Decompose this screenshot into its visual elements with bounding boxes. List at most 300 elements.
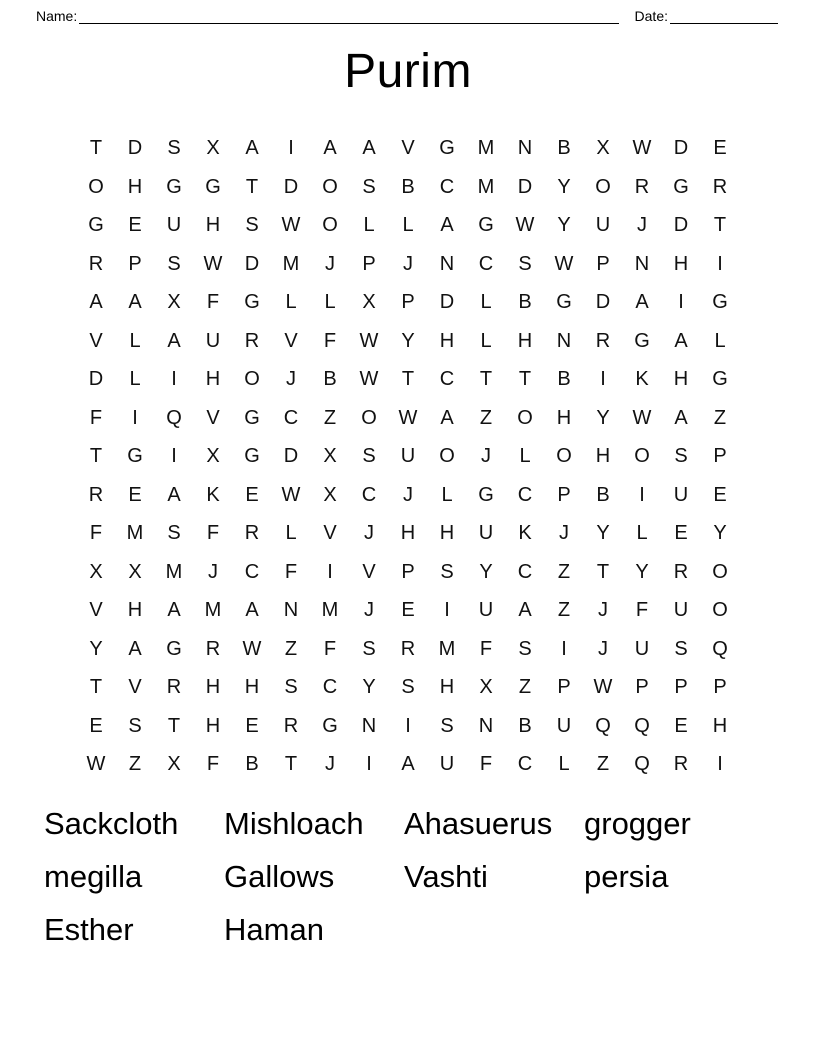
- grid-cell[interactable]: J: [286, 368, 296, 391]
- grid-cell[interactable]: F: [284, 560, 298, 583]
- grid-cell[interactable]: I: [132, 406, 138, 429]
- grid-cell[interactable]: H: [205, 676, 221, 699]
- grid-cell[interactable]: T: [518, 368, 532, 391]
- grid-cell[interactable]: A: [362, 137, 376, 160]
- name-write-line[interactable]: [79, 10, 618, 24]
- grid-cell[interactable]: J: [403, 483, 413, 506]
- grid-cell[interactable]: Y: [596, 406, 610, 429]
- grid-cell[interactable]: I: [561, 637, 567, 660]
- grid-cell[interactable]: V: [89, 599, 103, 622]
- grid-cell[interactable]: T: [245, 175, 259, 198]
- grid-cell[interactable]: A: [167, 329, 181, 352]
- grid-cell[interactable]: I: [171, 368, 177, 391]
- grid-cell[interactable]: Z: [557, 560, 571, 583]
- grid-cell[interactable]: O: [556, 445, 572, 468]
- grid-cell[interactable]: F: [206, 522, 220, 545]
- grid-cell[interactable]: T: [89, 676, 103, 699]
- grid-cell[interactable]: A: [167, 483, 181, 506]
- grid-cell[interactable]: H: [673, 252, 689, 275]
- grid-cell[interactable]: R: [88, 252, 104, 275]
- grid-cell[interactable]: O: [712, 560, 728, 583]
- grid-cell[interactable]: I: [678, 291, 684, 314]
- grid-cell[interactable]: I: [327, 560, 333, 583]
- grid-cell[interactable]: K: [206, 483, 220, 506]
- grid-cell[interactable]: I: [366, 753, 372, 776]
- grid-cell[interactable]: W: [554, 252, 574, 275]
- grid-cell[interactable]: E: [128, 483, 142, 506]
- grid-cell[interactable]: A: [674, 406, 688, 429]
- grid-cell[interactable]: S: [674, 637, 688, 660]
- grid-cell[interactable]: Y: [362, 676, 376, 699]
- grid-cell[interactable]: H: [712, 714, 728, 737]
- grid-cell[interactable]: A: [401, 753, 415, 776]
- grid-cell[interactable]: N: [283, 599, 299, 622]
- grid-cell[interactable]: V: [362, 560, 376, 583]
- grid-cell[interactable]: C: [478, 252, 494, 275]
- grid-cell[interactable]: S: [167, 137, 181, 160]
- word-list-item[interactable]: Gallows: [224, 859, 335, 895]
- grid-cell[interactable]: G: [166, 175, 182, 198]
- grid-cell[interactable]: C: [517, 753, 533, 776]
- grid-cell[interactable]: S: [167, 522, 181, 545]
- grid-cell[interactable]: G: [88, 214, 104, 237]
- grid-cell[interactable]: K: [635, 368, 649, 391]
- grid-cell[interactable]: R: [205, 637, 221, 660]
- word-list-item[interactable]: Haman: [224, 911, 324, 947]
- grid-cell[interactable]: A: [128, 637, 142, 660]
- grid-cell[interactable]: O: [517, 406, 533, 429]
- grid-cell[interactable]: L: [363, 214, 375, 237]
- grid-cell[interactable]: M: [438, 637, 456, 660]
- grid-cell[interactable]: G: [634, 329, 650, 352]
- grid-cell[interactable]: S: [284, 676, 298, 699]
- grid-cell[interactable]: D: [127, 137, 143, 160]
- grid-cell[interactable]: S: [518, 637, 532, 660]
- grid-cell[interactable]: Q: [634, 714, 650, 737]
- grid-cell[interactable]: L: [402, 214, 414, 237]
- grid-cell[interactable]: H: [673, 368, 689, 391]
- grid-cell[interactable]: G: [556, 291, 572, 314]
- grid-cell[interactable]: L: [441, 483, 453, 506]
- grid-cell[interactable]: P: [557, 483, 571, 506]
- grid-cell[interactable]: H: [517, 329, 533, 352]
- grid-cell[interactable]: A: [167, 599, 181, 622]
- grid-cell[interactable]: I: [600, 368, 606, 391]
- grid-cell[interactable]: Q: [634, 753, 650, 776]
- grid-cell[interactable]: W: [398, 406, 418, 429]
- grid-cell[interactable]: L: [324, 291, 336, 314]
- grid-cell[interactable]: V: [89, 329, 103, 352]
- grid-cell[interactable]: C: [322, 676, 338, 699]
- grid-cell[interactable]: W: [203, 252, 223, 275]
- grid-cell[interactable]: O: [322, 175, 338, 198]
- grid-cell[interactable]: V: [401, 137, 415, 160]
- grid-cell[interactable]: D: [88, 368, 104, 391]
- grid-cell[interactable]: E: [674, 714, 688, 737]
- grid-cell[interactable]: P: [401, 291, 415, 314]
- grid-cell[interactable]: A: [440, 214, 454, 237]
- grid-cell[interactable]: D: [439, 291, 455, 314]
- grid-cell[interactable]: L: [285, 522, 297, 545]
- word-list-item[interactable]: Sackcloth: [44, 806, 179, 842]
- grid-cell[interactable]: G: [673, 175, 689, 198]
- grid-cell[interactable]: F: [206, 291, 220, 314]
- grid-cell[interactable]: G: [322, 714, 338, 737]
- grid-cell[interactable]: C: [283, 406, 299, 429]
- grid-cell[interactable]: G: [166, 637, 182, 660]
- grid-cell[interactable]: I: [405, 714, 411, 737]
- grid-cell[interactable]: S: [167, 252, 181, 275]
- grid-cell[interactable]: U: [400, 445, 416, 468]
- grid-cell[interactable]: T: [479, 368, 493, 391]
- grid-cell[interactable]: R: [673, 753, 689, 776]
- grid-cell[interactable]: E: [674, 522, 688, 545]
- grid-cell[interactable]: I: [288, 137, 294, 160]
- grid-cell[interactable]: E: [713, 137, 727, 160]
- grid-cell[interactable]: W: [593, 676, 613, 699]
- word-list-item[interactable]: Ahasuerus: [404, 806, 553, 842]
- grid-cell[interactable]: U: [673, 599, 689, 622]
- grid-cell[interactable]: A: [128, 291, 142, 314]
- word-list-item[interactable]: Vashti: [404, 859, 488, 895]
- grid-cell[interactable]: P: [674, 676, 688, 699]
- grid-cell[interactable]: H: [205, 368, 221, 391]
- grid-cell[interactable]: T: [596, 560, 610, 583]
- grid-cell[interactable]: L: [480, 329, 492, 352]
- grid-cell[interactable]: L: [558, 753, 570, 776]
- grid-cell[interactable]: J: [364, 522, 374, 545]
- grid-cell[interactable]: H: [556, 406, 572, 429]
- grid-cell[interactable]: P: [401, 560, 415, 583]
- grid-cell[interactable]: B: [323, 368, 337, 391]
- grid-cell[interactable]: X: [167, 291, 181, 314]
- grid-cell[interactable]: W: [242, 637, 262, 660]
- grid-cell[interactable]: X: [206, 137, 220, 160]
- grid-cell[interactable]: L: [129, 329, 141, 352]
- grid-cell[interactable]: O: [439, 445, 455, 468]
- grid-cell[interactable]: E: [713, 483, 727, 506]
- grid-cell[interactable]: X: [128, 560, 142, 583]
- grid-cell[interactable]: L: [480, 291, 492, 314]
- grid-cell[interactable]: A: [518, 599, 532, 622]
- grid-cell[interactable]: B: [401, 175, 415, 198]
- grid-cell[interactable]: X: [89, 560, 103, 583]
- grid-cell[interactable]: M: [126, 522, 144, 545]
- grid-cell[interactable]: O: [634, 445, 650, 468]
- grid-cell[interactable]: U: [478, 522, 494, 545]
- grid-cell[interactable]: H: [127, 175, 143, 198]
- grid-cell[interactable]: A: [245, 599, 259, 622]
- grid-cell[interactable]: D: [673, 214, 689, 237]
- grid-cell[interactable]: F: [323, 329, 337, 352]
- grid-cell[interactable]: J: [325, 252, 335, 275]
- grid-cell[interactable]: M: [165, 560, 183, 583]
- grid-cell[interactable]: G: [244, 291, 260, 314]
- grid-cell[interactable]: C: [439, 175, 455, 198]
- grid-cell[interactable]: X: [479, 676, 493, 699]
- grid-cell[interactable]: D: [283, 445, 299, 468]
- grid-cell[interactable]: F: [479, 753, 493, 776]
- grid-cell[interactable]: F: [89, 522, 103, 545]
- grid-cell[interactable]: F: [635, 599, 649, 622]
- grid-cell[interactable]: H: [127, 599, 143, 622]
- grid-cell[interactable]: W: [515, 214, 535, 237]
- grid-cell[interactable]: I: [717, 753, 723, 776]
- word-list-item[interactable]: grogger: [584, 806, 691, 842]
- grid-cell[interactable]: O: [88, 175, 104, 198]
- grid-cell[interactable]: G: [478, 214, 494, 237]
- grid-cell[interactable]: R: [244, 329, 260, 352]
- grid-cell[interactable]: T: [167, 714, 181, 737]
- grid-cell[interactable]: B: [518, 714, 532, 737]
- grid-cell[interactable]: J: [403, 252, 413, 275]
- grid-cell[interactable]: R: [283, 714, 299, 737]
- grid-cell[interactable]: N: [634, 252, 650, 275]
- grid-cell[interactable]: L: [519, 445, 531, 468]
- grid-cell[interactable]: L: [129, 368, 141, 391]
- grid-cell[interactable]: I: [171, 445, 177, 468]
- grid-cell[interactable]: G: [712, 368, 728, 391]
- grid-cell[interactable]: H: [205, 214, 221, 237]
- grid-cell[interactable]: G: [244, 445, 260, 468]
- grid-cell[interactable]: R: [244, 522, 260, 545]
- grid-cell[interactable]: P: [362, 252, 376, 275]
- grid-cell[interactable]: C: [244, 560, 260, 583]
- grid-cell[interactable]: Z: [557, 599, 571, 622]
- grid-cell[interactable]: J: [598, 637, 608, 660]
- grid-cell[interactable]: V: [206, 406, 220, 429]
- grid-cell[interactable]: O: [361, 406, 377, 429]
- grid-cell[interactable]: P: [128, 252, 142, 275]
- grid-cell[interactable]: S: [401, 676, 415, 699]
- grid-cell[interactable]: R: [673, 560, 689, 583]
- grid-cell[interactable]: P: [635, 676, 649, 699]
- grid-cell[interactable]: G: [712, 291, 728, 314]
- grid-cell[interactable]: T: [89, 137, 103, 160]
- grid-cell[interactable]: H: [439, 676, 455, 699]
- grid-cell[interactable]: Y: [557, 214, 571, 237]
- grid-cell[interactable]: Y: [713, 522, 727, 545]
- grid-cell[interactable]: C: [517, 560, 533, 583]
- grid-cell[interactable]: A: [323, 137, 337, 160]
- grid-cell[interactable]: Y: [479, 560, 493, 583]
- grid-cell[interactable]: P: [557, 676, 571, 699]
- grid-cell[interactable]: D: [244, 252, 260, 275]
- grid-cell[interactable]: B: [596, 483, 610, 506]
- grid-cell[interactable]: R: [595, 329, 611, 352]
- grid-cell[interactable]: J: [481, 445, 491, 468]
- grid-cell[interactable]: C: [361, 483, 377, 506]
- grid-cell[interactable]: H: [400, 522, 416, 545]
- grid-cell[interactable]: T: [713, 214, 727, 237]
- grid-cell[interactable]: Q: [166, 406, 182, 429]
- grid-cell[interactable]: V: [128, 676, 142, 699]
- grid-cell[interactable]: L: [636, 522, 648, 545]
- grid-cell[interactable]: Z: [596, 753, 610, 776]
- grid-cell[interactable]: F: [323, 637, 337, 660]
- grid-cell[interactable]: P: [713, 676, 727, 699]
- grid-cell[interactable]: U: [166, 214, 182, 237]
- grid-cell[interactable]: K: [518, 522, 532, 545]
- grid-cell[interactable]: M: [477, 175, 495, 198]
- grid-cell[interactable]: H: [439, 329, 455, 352]
- grid-cell[interactable]: Z: [713, 406, 727, 429]
- grid-cell[interactable]: E: [245, 483, 259, 506]
- grid-cell[interactable]: Q: [712, 637, 728, 660]
- grid-cell[interactable]: Q: [595, 714, 611, 737]
- grid-cell[interactable]: E: [245, 714, 259, 737]
- grid-cell[interactable]: R: [166, 676, 182, 699]
- grid-cell[interactable]: I: [717, 252, 723, 275]
- grid-cell[interactable]: G: [127, 445, 143, 468]
- grid-cell[interactable]: G: [478, 483, 494, 506]
- grid-cell[interactable]: X: [323, 483, 337, 506]
- grid-cell[interactable]: S: [128, 714, 142, 737]
- grid-cell[interactable]: X: [362, 291, 376, 314]
- word-list-item[interactable]: Mishloach: [224, 806, 364, 842]
- grid-cell[interactable]: O: [595, 175, 611, 198]
- grid-cell[interactable]: U: [595, 214, 611, 237]
- grid-cell[interactable]: E: [128, 214, 142, 237]
- grid-cell[interactable]: Y: [89, 637, 103, 660]
- grid-cell[interactable]: P: [596, 252, 610, 275]
- grid-cell[interactable]: Z: [323, 406, 337, 429]
- grid-cell[interactable]: D: [673, 137, 689, 160]
- grid-cell[interactable]: W: [632, 137, 652, 160]
- grid-cell[interactable]: D: [517, 175, 533, 198]
- grid-cell[interactable]: A: [245, 137, 259, 160]
- grid-cell[interactable]: D: [595, 291, 611, 314]
- grid-cell[interactable]: A: [635, 291, 649, 314]
- grid-cell[interactable]: G: [205, 175, 221, 198]
- grid-cell[interactable]: W: [281, 483, 301, 506]
- grid-cell[interactable]: U: [439, 753, 455, 776]
- grid-cell[interactable]: N: [478, 714, 494, 737]
- grid-cell[interactable]: Y: [557, 175, 571, 198]
- grid-cell[interactable]: O: [712, 599, 728, 622]
- grid-cell[interactable]: S: [674, 445, 688, 468]
- grid-cell[interactable]: C: [439, 368, 455, 391]
- grid-cell[interactable]: Z: [284, 637, 298, 660]
- word-list-item[interactable]: Esther: [44, 911, 134, 947]
- grid-cell[interactable]: S: [362, 445, 376, 468]
- grid-cell[interactable]: U: [556, 714, 572, 737]
- grid-cell[interactable]: Y: [401, 329, 415, 352]
- grid-cell[interactable]: A: [440, 406, 454, 429]
- grid-cell[interactable]: O: [244, 368, 260, 391]
- grid-cell[interactable]: B: [518, 291, 532, 314]
- grid-cell[interactable]: H: [244, 676, 260, 699]
- grid-cell[interactable]: V: [284, 329, 298, 352]
- grid-cell[interactable]: J: [637, 214, 647, 237]
- grid-cell[interactable]: R: [712, 175, 728, 198]
- grid-cell[interactable]: Y: [596, 522, 610, 545]
- grid-cell[interactable]: W: [359, 368, 379, 391]
- grid-cell[interactable]: Z: [128, 753, 142, 776]
- grid-cell[interactable]: L: [285, 291, 297, 314]
- grid-cell[interactable]: N: [556, 329, 572, 352]
- grid-cell[interactable]: D: [283, 175, 299, 198]
- grid-cell[interactable]: S: [362, 175, 376, 198]
- grid-cell[interactable]: R: [400, 637, 416, 660]
- grid-cell[interactable]: U: [634, 637, 650, 660]
- grid-cell[interactable]: M: [204, 599, 222, 622]
- grid-cell[interactable]: T: [89, 445, 103, 468]
- grid-cell[interactable]: R: [88, 483, 104, 506]
- grid-cell[interactable]: I: [639, 483, 645, 506]
- grid-cell[interactable]: C: [517, 483, 533, 506]
- grid-cell[interactable]: F: [89, 406, 103, 429]
- grid-cell[interactable]: I: [444, 599, 450, 622]
- grid-cell[interactable]: W: [632, 406, 652, 429]
- grid-cell[interactable]: X: [167, 753, 181, 776]
- grid-cell[interactable]: M: [282, 252, 300, 275]
- word-search-grid[interactable]: [77, 129, 740, 784]
- grid-cell[interactable]: X: [206, 445, 220, 468]
- grid-cell[interactable]: W: [359, 329, 379, 352]
- grid-cell[interactable]: S: [440, 714, 454, 737]
- grid-cell[interactable]: X: [596, 137, 610, 160]
- grid-cell[interactable]: B: [557, 137, 571, 160]
- word-list-item[interactable]: megilla: [44, 859, 143, 895]
- grid-cell[interactable]: A: [674, 329, 688, 352]
- grid-cell[interactable]: B: [557, 368, 571, 391]
- grid-cell[interactable]: M: [477, 137, 495, 160]
- grid-cell[interactable]: P: [713, 445, 727, 468]
- grid-cell[interactable]: W: [86, 753, 106, 776]
- grid-cell[interactable]: S: [245, 214, 259, 237]
- grid-cell[interactable]: H: [205, 714, 221, 737]
- grid-cell[interactable]: Z: [518, 676, 532, 699]
- grid-cell[interactable]: T: [284, 753, 298, 776]
- grid-cell[interactable]: G: [439, 137, 455, 160]
- grid-cell[interactable]: T: [401, 368, 415, 391]
- grid-cell[interactable]: S: [440, 560, 454, 583]
- grid-cell[interactable]: H: [595, 445, 611, 468]
- grid-cell[interactable]: J: [325, 753, 335, 776]
- grid-cell[interactable]: A: [89, 291, 103, 314]
- grid-cell[interactable]: S: [362, 637, 376, 660]
- grid-cell[interactable]: H: [439, 522, 455, 545]
- grid-cell[interactable]: J: [598, 599, 608, 622]
- grid-cell[interactable]: S: [518, 252, 532, 275]
- word-list-item[interactable]: persia: [584, 859, 669, 895]
- grid-cell[interactable]: F: [206, 753, 220, 776]
- grid-cell[interactable]: U: [205, 329, 221, 352]
- grid-cell[interactable]: G: [244, 406, 260, 429]
- grid-cell[interactable]: N: [517, 137, 533, 160]
- grid-cell[interactable]: J: [364, 599, 374, 622]
- grid-cell[interactable]: N: [439, 252, 455, 275]
- grid-cell[interactable]: E: [401, 599, 415, 622]
- grid-cell[interactable]: L: [714, 329, 726, 352]
- grid-cell[interactable]: U: [673, 483, 689, 506]
- grid-cell[interactable]: O: [322, 214, 338, 237]
- grid-cell[interactable]: X: [323, 445, 337, 468]
- grid-cell[interactable]: W: [281, 214, 301, 237]
- grid-cell[interactable]: U: [478, 599, 494, 622]
- grid-cell[interactable]: J: [208, 560, 218, 583]
- grid-cell[interactable]: E: [89, 714, 103, 737]
- date-write-line[interactable]: [670, 10, 778, 24]
- grid-cell[interactable]: B: [245, 753, 259, 776]
- grid-cell[interactable]: J: [559, 522, 569, 545]
- grid-cell[interactable]: R: [634, 175, 650, 198]
- grid-cell[interactable]: N: [361, 714, 377, 737]
- grid-cell[interactable]: M: [321, 599, 339, 622]
- grid-cell[interactable]: V: [323, 522, 337, 545]
- grid-cell[interactable]: Z: [479, 406, 493, 429]
